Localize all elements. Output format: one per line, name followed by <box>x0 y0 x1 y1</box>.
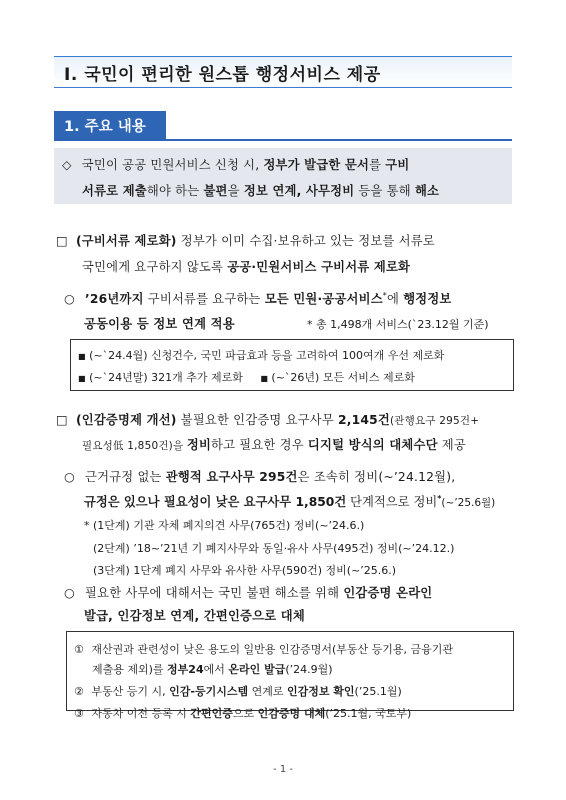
p1-sub-line-2: 공동이용 등 정보 연계 적용 <box>84 317 235 331</box>
circled-two-icon: ② <box>74 685 84 698</box>
section-heading: 1. 주요 내용 <box>64 119 146 135</box>
p1-footnote: * 총 1,498개 서비스(`23.12월 기준) <box>307 318 489 331</box>
square-bullet-icon: □ <box>56 234 68 248</box>
small-square-icon: ■ <box>78 352 86 361</box>
alt-item-2: ② 부동산 등기 시, 인감-등기시스템 연계로 인감정보 확인(’25.1월) <box>74 685 402 698</box>
summary-line-1: ◇ 국민이 공공 민원서비스 신청 시, 정부가 발급한 문서를 구비 <box>62 158 410 172</box>
p2-line-2: 필요성低 1,850건)을 정비하고 필요한 경우 디지털 방식의 대체수단 제공 <box>82 438 466 452</box>
diamond-bullet-icon: ◇ <box>62 158 72 172</box>
circle-bullet-icon: ○ <box>64 586 75 600</box>
zero-plan-line-1: ■ (~`24.4월) 신청건수, 국민 파급효과 등을 고려하여 100여개 우선 제로화 <box>78 349 445 362</box>
p1-line-1: □ (구비서류 제로화) 정부가 이미 수집·보유하고 있는 정보를 서류로 <box>56 234 435 248</box>
p2-line-1: □ (인감증명제 개선) 불필요한 인감증명 요구사무 2,145건(관행요구 295건+ <box>56 413 480 427</box>
circle-bullet-icon: ○ <box>64 470 75 484</box>
section-underline <box>54 139 512 141</box>
zero-plan-line-2: ■ (~`24년말) 321개 추가 제로화 ■ (~`26년) 모든 서비스 제로화 <box>78 371 415 384</box>
p1-line-2: 국민에게 요구하지 않도록 공공·민원서비스 구비서류 제로화 <box>82 260 411 274</box>
p2-third-line-2: 발급, 인감정보 연계, 간편인증으로 대체 <box>84 609 305 623</box>
stage-note-2: (2단계) ’18~’21년 기 폐지사무와 동일·유사 사무(495건) 정비(~’24.12.) <box>93 542 455 555</box>
stage-note-3: (3단계) 1단계 폐지 사무와 유사한 사무(590건) 정비(~’25.6.) <box>93 564 397 577</box>
small-square-icon: ■ <box>260 374 268 383</box>
square-bullet-icon: □ <box>56 413 68 427</box>
p2-sub-line-1: ○ 근거규정 없는 관행적 요구사무 295건은 조속히 정비(~’24.12월), <box>64 470 456 484</box>
circle-bullet-icon: ○ <box>64 292 75 306</box>
page-title: Ⅰ. 국민이 편리한 원스톱 행정서비스 제공 <box>64 65 381 85</box>
p1-sub-line-1: ○ ’26년까지 구비서류를 요구하는 모든 민원·공공서비스*에 행정정보 <box>64 290 452 306</box>
stage-note-1: * (1단계) 기관 자체 폐지의견 사무(765건) 정비(~’24.6.) <box>84 519 365 532</box>
alt-item-3: ③ 자동차 이전 등록 시 간편인증으로 인감증명 대체(’25.1월, 국토부) <box>74 707 412 720</box>
circled-one-icon: ① <box>74 643 84 656</box>
alt-item-1-line-2: 제출용 제외)를 정부24에서 온라인 발급(’24.9월) <box>92 663 333 676</box>
small-square-icon: ■ <box>78 374 86 383</box>
page-number: - 1 - <box>273 764 293 775</box>
p2-third-line-1: ○ 필요한 사무에 대해서는 국민 불편 해소를 위해 인감증명 온라인 <box>64 586 433 600</box>
circled-three-icon: ③ <box>74 707 84 720</box>
summary-line-2: 서류로 제출해야 하는 불편을 정보 연계, 사무정비 등을 통해 해소 <box>82 184 440 198</box>
p2-sub-line-2: 규정은 있으나 필요성이 낮은 요구사무 1,850건 단계적으로 정비*(~’25.6월) <box>84 493 496 509</box>
alt-item-1-line-1: ① 재산권과 관련성이 낮은 용도의 일반용 인감증명서(부동산 등기용, 금융기관 <box>74 643 454 656</box>
